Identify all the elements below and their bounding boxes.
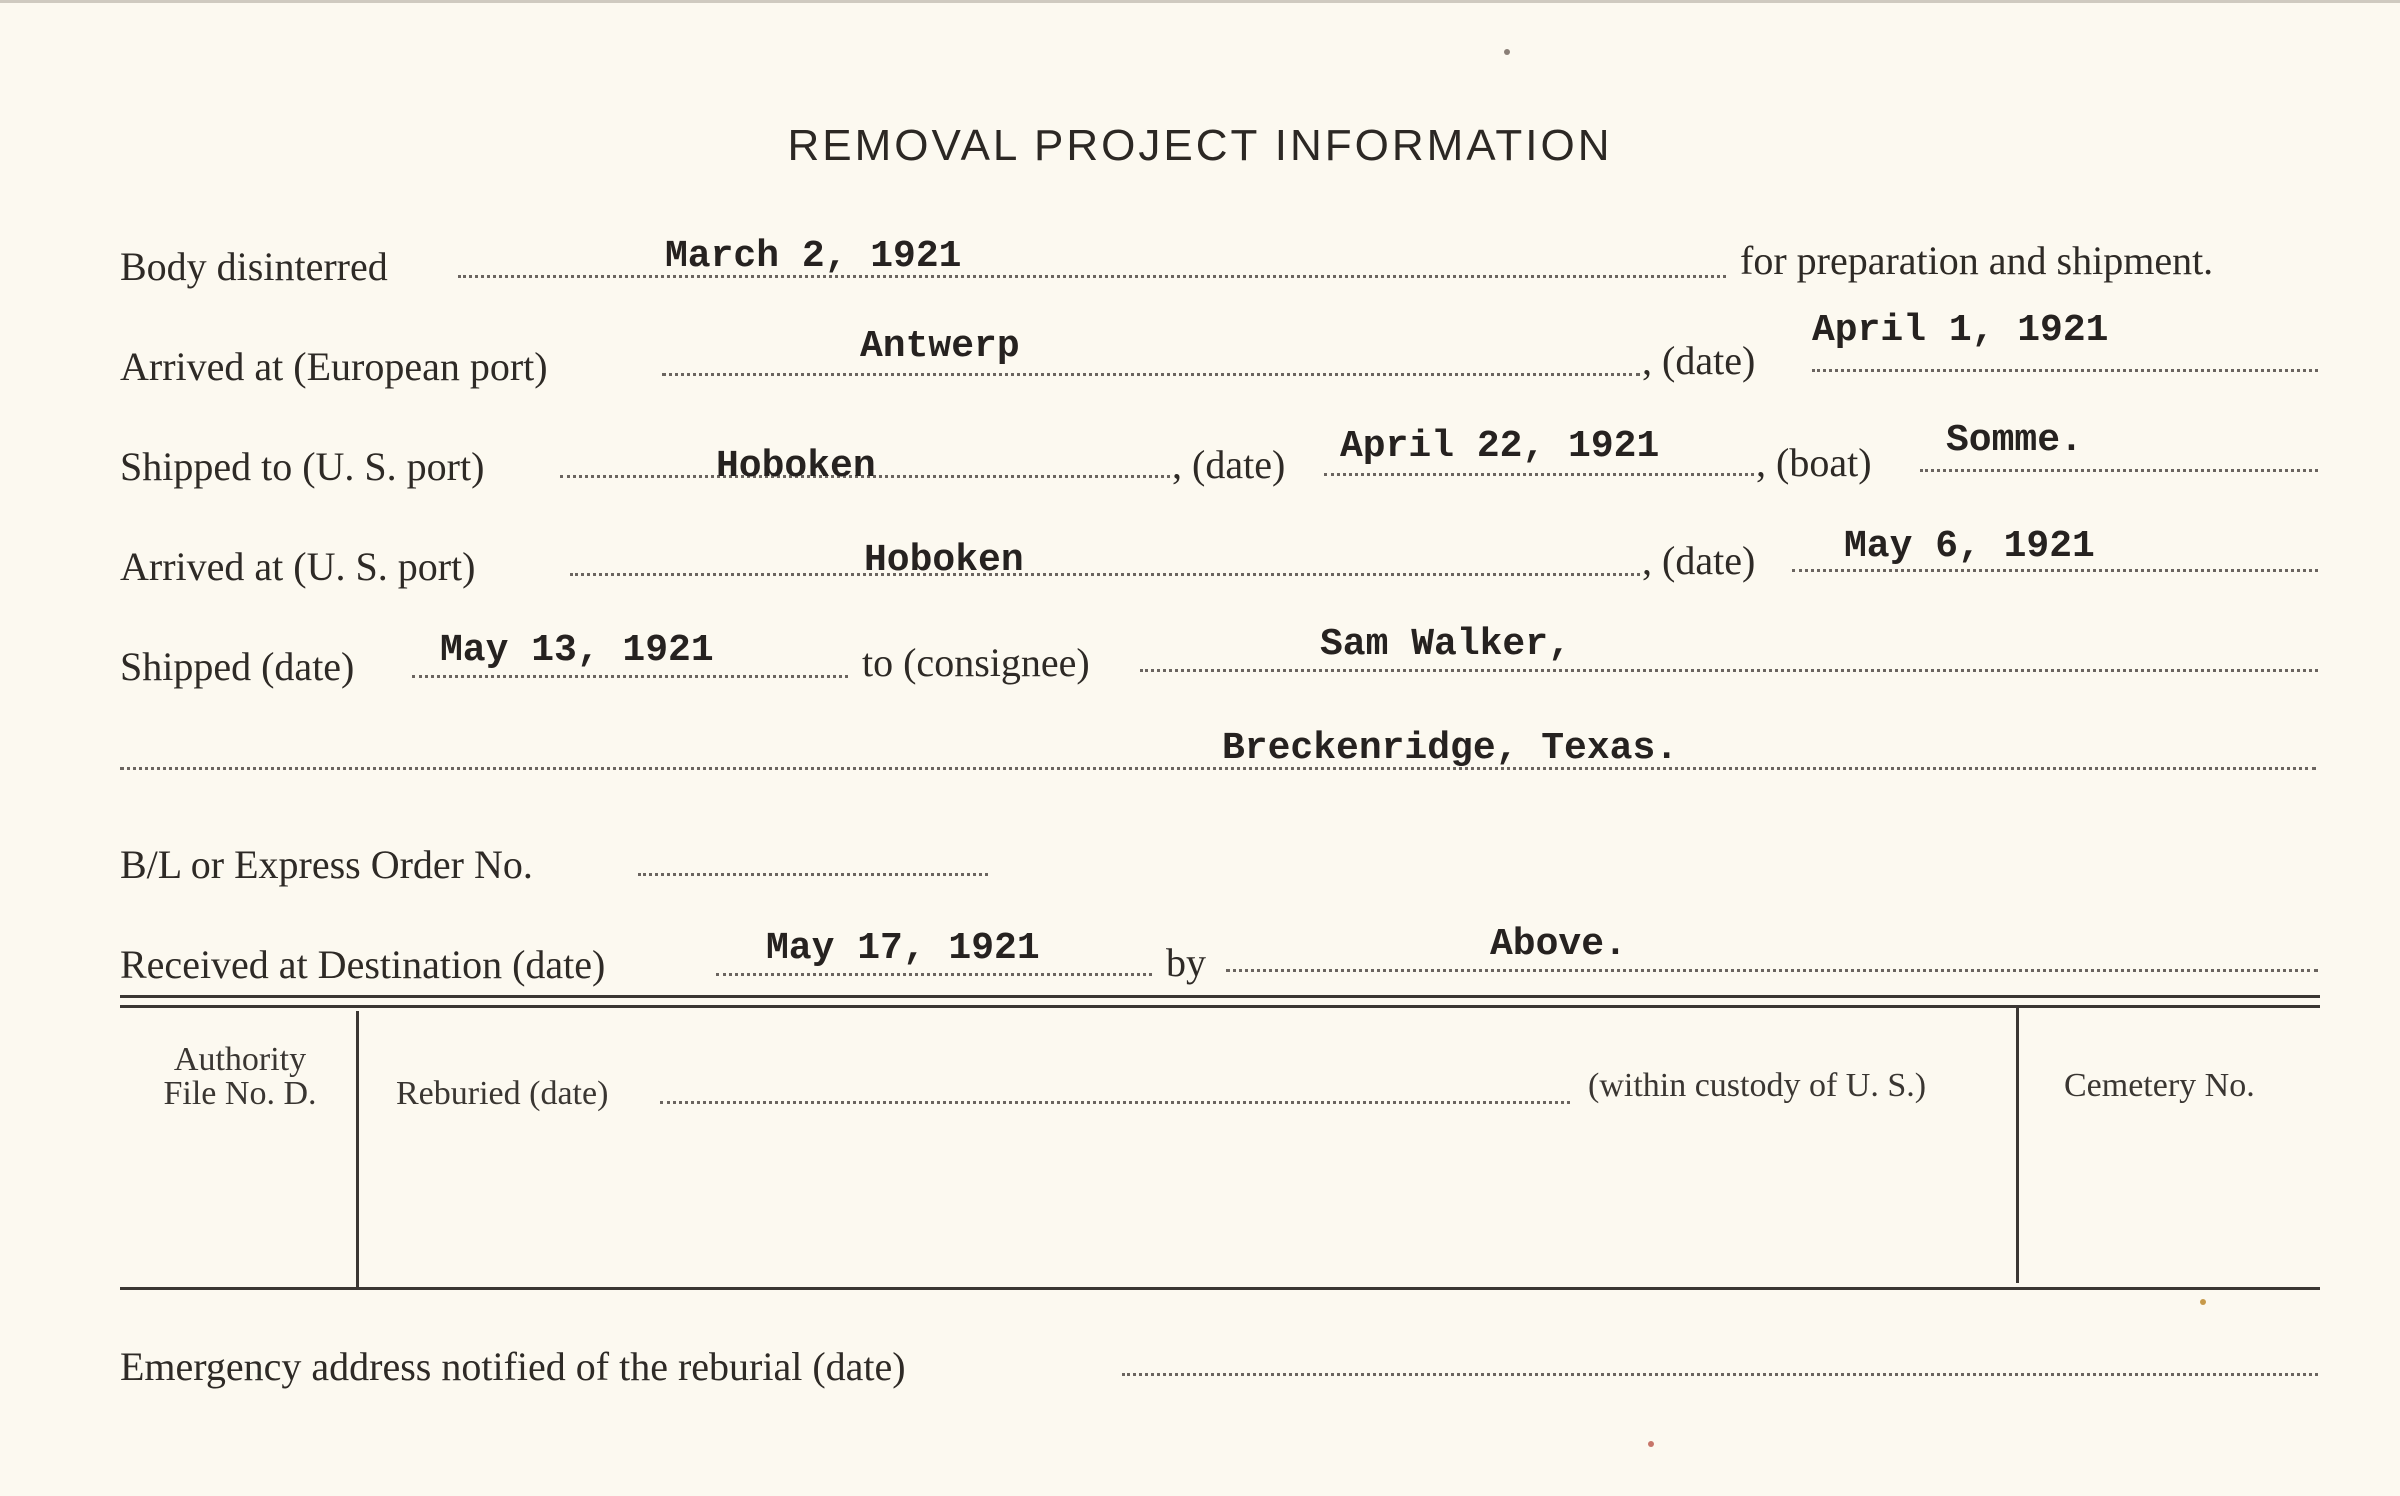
authority-label: Authority: [173, 1041, 307, 1078]
arrived-european-date-label: , (date): [1642, 338, 1756, 383]
arrived-european-date-line: [1812, 369, 2318, 372]
boat-value: Somme.: [1946, 419, 2083, 462]
bl-express-order-line: [638, 873, 988, 876]
paper-speck: [2200, 1299, 2206, 1305]
reburied-date-line: [660, 1101, 1570, 1104]
boat-line: [1920, 469, 2318, 472]
box-divider-right: [2016, 1007, 2019, 1283]
arrived-european-port-value: Antwerp: [860, 325, 1020, 368]
file-no-label: File No. D.: [163, 1075, 317, 1112]
body-disinterred-value: March 2, 1921: [665, 235, 962, 278]
consignee-address: Breckenridge, Texas.: [1222, 727, 1679, 770]
arrived-european-port-line: [662, 373, 1640, 376]
paper-speck: [1648, 1441, 1654, 1447]
shipped-us-date-line: [1324, 473, 1754, 476]
received-by-value: Above.: [1490, 923, 1627, 966]
card-title: REMOVAL PROJECT INFORMATION: [787, 121, 1613, 170]
arrived-european-port-label: Arrived at (European port): [120, 344, 548, 389]
emergency-address-line: [1122, 1373, 2318, 1376]
shipped-us-port-label: Shipped to (U. S. port): [120, 444, 485, 489]
body-disinterred-line: [458, 275, 1726, 278]
preparation-shipment-text: for preparation and shipment.: [1740, 238, 2214, 283]
shipped-us-date-label: , (date): [1172, 442, 1286, 487]
arrived-us-date-label: , (date): [1642, 538, 1756, 583]
bl-express-order-label: B/L or Express Order No.: [120, 842, 533, 887]
cemetery-no-label: Cemetery No.: [2064, 1067, 2255, 1104]
shipped-us-port-value: Hoboken: [716, 445, 876, 488]
arrived-us-date-line: [1792, 569, 2318, 572]
consignee-address-line: [120, 767, 2316, 770]
received-destination-line: [716, 973, 1152, 976]
arrived-us-port-label: Arrived at (U. S. port): [120, 544, 476, 589]
arrived-us-port-line: [570, 573, 1640, 576]
received-destination-value: May 17, 1921: [766, 927, 1040, 970]
received-destination-label: Received at Destination (date): [120, 942, 606, 987]
box-bottom-rule: [120, 1287, 2320, 1290]
emergency-address-label: Emergency address notified of the reburial (date): [120, 1344, 906, 1389]
arrived-us-port-value: Hoboken: [864, 539, 1024, 582]
shipped-date-line: [412, 675, 848, 678]
consignee-line: [1140, 669, 2318, 672]
reburied-date-label: Reburied (date): [396, 1075, 609, 1112]
received-by-label: by: [1166, 940, 1206, 985]
box-top-rule-1: [120, 995, 2320, 998]
boat-label: , (boat): [1756, 440, 1872, 485]
authority-file-label: [130, 1043, 350, 1111]
shipped-date-label: Shipped (date): [120, 644, 355, 689]
shipped-us-date-value: April 22, 1921: [1340, 425, 1660, 468]
arrived-european-date-value: April 1, 1921: [1812, 309, 2109, 352]
paper-speck: [1504, 49, 1510, 55]
box-top-rule-2: [120, 1005, 2320, 1008]
arrived-us-date-value: May 6, 1921: [1844, 525, 2095, 568]
consignee-label: to (consignee): [862, 640, 1090, 685]
consignee-name: Sam Walker,: [1320, 623, 1571, 666]
received-by-line: [1226, 969, 2318, 972]
shipped-date-value: May 13, 1921: [440, 629, 714, 672]
custody-note: (within custody of U. S.): [1588, 1067, 1927, 1104]
box-divider-left: [356, 1011, 359, 1287]
body-disinterred-label: Body disinterred: [120, 244, 388, 289]
